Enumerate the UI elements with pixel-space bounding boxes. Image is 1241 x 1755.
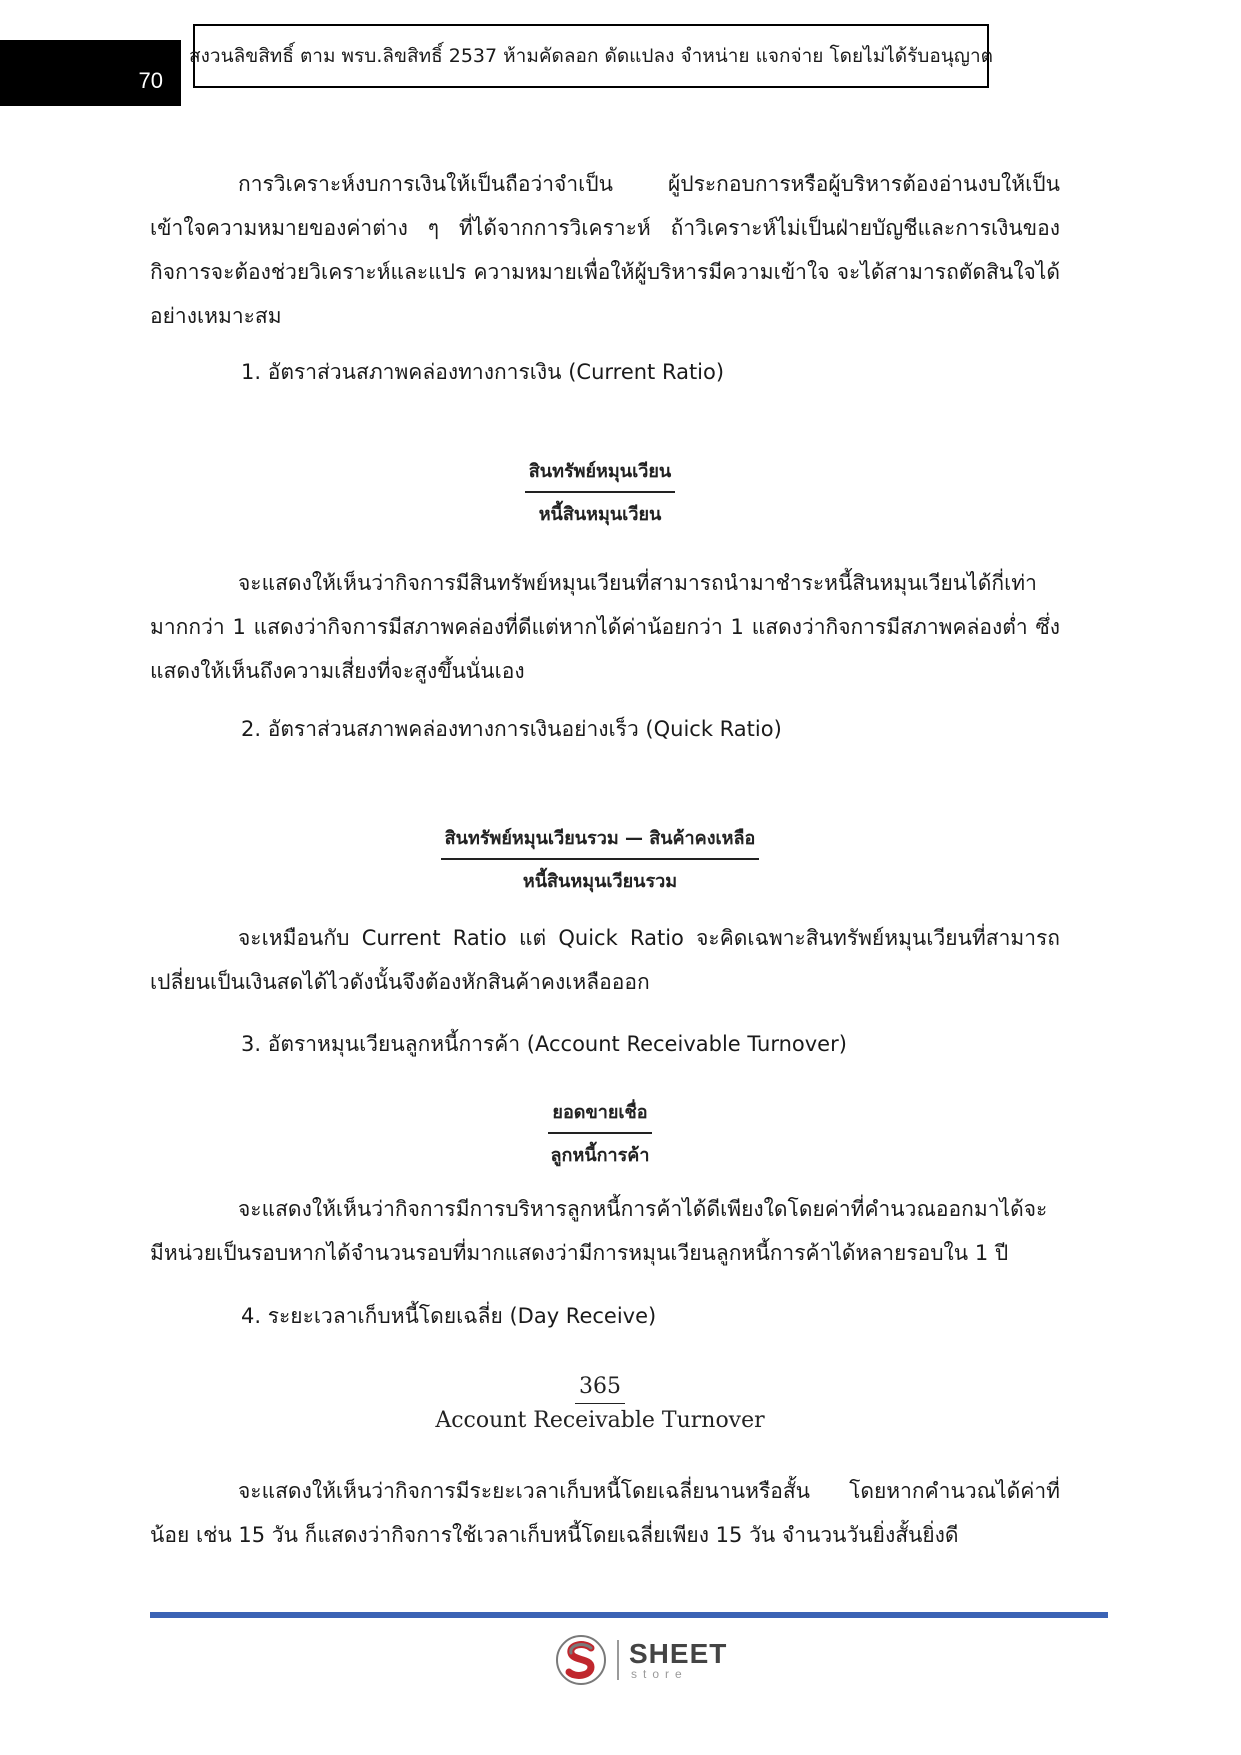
formula-denominator: Account Receivable Turnover — [435, 1408, 765, 1433]
formula-denominator: ลูกหนี้การค้า — [550, 1145, 650, 1166]
sheet-store-logo — [555, 1632, 727, 1688]
formula-numerator: สินทรัพย์หมุนเวียน — [525, 456, 675, 493]
page-number-box — [0, 40, 181, 106]
formula-denominator: หนี้สินหมุนเวียนรวม — [522, 871, 678, 892]
section-4-description: จะแสดงให้เห็นว่ากิจการมีระยะเวลาเก็บหนี้โดยเฉลี่ยนานหรือสั้น โดยหากคำนวณได้ค่าที่น้อย เช่น 15 วัน ก็แสดงว่ากิจการใช้เวลาเก็บหนี้โดยเฉลี่ยเพียง 15 วัน จำนวนวันยิ่งสั้นยิ่งดี — [150, 1479, 1060, 1547]
formula-numerator: ยอดขายเชื่อ — [548, 1097, 651, 1134]
formula-denominator: หนี้สินหมุนเวียน — [538, 504, 662, 525]
logo-separator — [617, 1640, 619, 1680]
section-3-description: จะแสดงให้เห็นว่ากิจการมีการบริหารลูกหนี้การค้าได้ดีเพียงใดโดยค่าที่คำนวณออกมาได้จะมีหน่วยเป็นรอบหากได้จำนวนรอบที่มากแสดงว่ามีการหมุนเวียนลูกหนี้การค้าได้หลายรอบใน 1 ปี — [150, 1197, 1048, 1265]
intro-paragraph — [150, 162, 1060, 338]
logo-s-icon — [555, 1634, 607, 1686]
section-1-description: จะแสดงให้เห็นว่ากิจการมีสินทรัพย์หมุนเวียนที่สามารถนำมาชำระหนี้สินหมุนเวียนได้กี่เท่า มากกว่า 1 แสดงว่ากิจการมีสภาพคล่องที่ดีแต่หากได้ค่าน้อยกว่า 1 แสดงว่ากิจการมีสภาพคล่องต่ำ ซึ่งแสดงให้เห็นถึงความเสี่ยงที่จะสูงขึ้นนั่นเอง — [150, 571, 1060, 683]
section-2-description: จะเหมือนกับ Current Ratio แต่ Quick Ratio จะคิดเฉพาะสินทรัพย์หมุนเวียนที่สามารถเปลี่ยนเป็นเงินสดได้ไวดังนั้นจึงต้องหักสินค้าคงเหลือออก — [150, 926, 1060, 994]
formula-numerator: 365 — [575, 1374, 625, 1404]
section-1-heading: 1. อัตราส่วนสภาพคล่องทางการเงิน (Current Ratio) — [241, 360, 725, 384]
logo-subtitle: store — [631, 1667, 688, 1681]
formula-numerator: สินทรัพย์หมุนเวียนรวม — สินค้าคงเหลือ — [441, 823, 760, 860]
formula-quick-ratio — [0, 823, 1200, 895]
intro-text: การวิเคราะห์งบการเงินให้เป็นถือว่าจำเป็น ผู้ประกอบการหรือผู้บริหารต้องอ่านงบให้เป็นเข้าใจความหมายของค่าต่าง ๆ ที่ได้จากการวิเคราะห์ ถ้าวิเคราะห์ไม่เป็นฝ่ายบัญชีและการเงินของกิจการจะต้องช่วยวิเคราะห์และแปร ความหมายเพื่อให้ผู้บริหารมีความเข้าใจ จะได้สามารถตัดสินใจได้อย่างเหมาะสม — [150, 172, 1060, 328]
section-3-heading: 3. อัตราหมุนเวียนลูกหนี้การค้า (Account Receivable Turnover) — [241, 1032, 847, 1056]
formula-day-receive — [0, 1374, 1200, 1433]
formula-ar-turnover — [0, 1097, 1200, 1169]
page-number: 70 — [138, 68, 163, 93]
copyright-notice: สงวนลิขสิทธิ์ ตาม พรบ.ลิขสิทธิ์ 2537 ห้ามคัดลอก ดัดแปลง จำหน่าย แจกจ่าย โดยไม่ได้รับอนุญาต — [189, 45, 993, 67]
logo-name: SHEET — [629, 1638, 728, 1669]
section-4-heading: 4. ระยะเวลาเก็บหนี้โดยเฉลี่ย (Day Receive) — [241, 1304, 657, 1328]
formula-current-ratio — [0, 456, 1200, 528]
section-2-heading: 2. อัตราส่วนสภาพคล่องทางการเงินอย่างเร็ว (Quick Ratio) — [241, 717, 782, 741]
footer-rule — [150, 1612, 1108, 1618]
copyright-header — [189, 24, 993, 88]
